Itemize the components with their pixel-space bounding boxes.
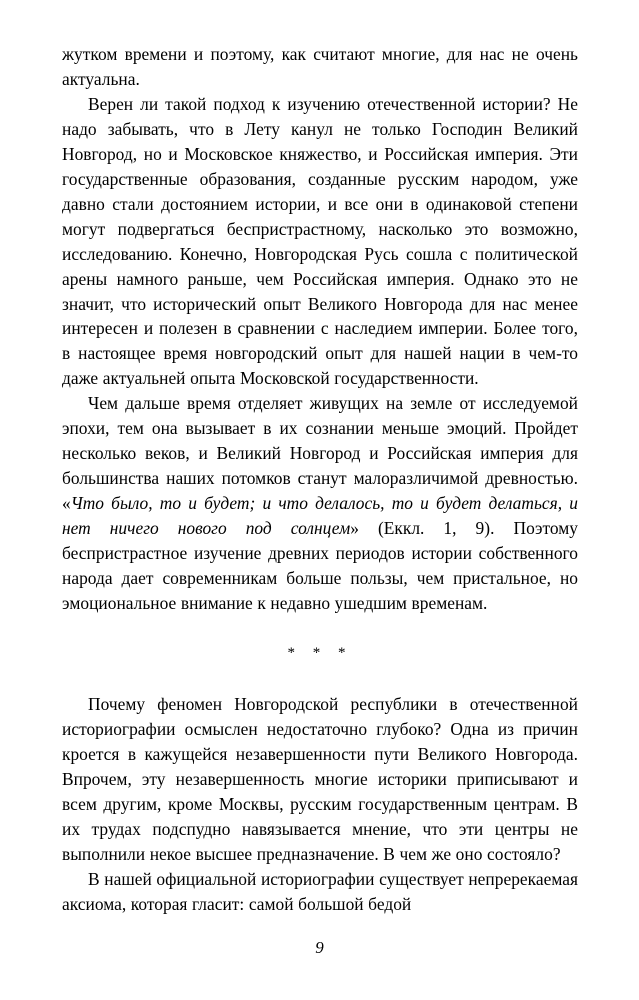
page-number: 9	[315, 938, 324, 957]
paragraph-5: В нашей официальной историографии существует непререкаемая аксиома, которая гласит: самой большой бедой	[62, 868, 578, 914]
paragraph-3-text-after-quote: » (Еккл. 1, 9). Поэтому беспристрастное изучение древних периодов истории собственного народа дает современникам больше пользы, чем пристальное, но эмоциональное внимание к недавно ушедшим временам.	[62, 518, 578, 613]
paragraph-3-text-before-quote: Чем дальше время отделяет живущих на земле от исследуемой эпохи, тем она вызывает в их сознании меньше эмоций. Пройдет несколько веков, и Великий Новгород и Российская империя для большинства наших потомков станут малоразличимой древностью. «	[62, 393, 578, 514]
page-text-block	[62, 42, 578, 917]
paragraph-1: жутком времени и поэтому, как считают многие, для нас не очень актуальна.	[62, 44, 578, 89]
paragraph-2: Верен ли такой подход к изучению отечественной истории? Не надо забывать, что в Лету канул не только Господин Великий Новгород, но и Московское княжество, и Российская империя. Эти государственные образования, созданные русским народом, уже давно стали достоянием истории, и все они в одинаковой степени могут подвергаться беспристрастному, насколько это возможно, исследованию. Конечно, Новгородская Русь сошла с политической арены намного раньше, чем Российская империя. Однако это не значит, что исторический опыт Великого Новгорода для нас менее интересен и полезен в сравнении с наследием империи. Более того, в настоящее время новгородский опыт для нашей нации в чем-то даже актуальней опыта Московской государственности.	[62, 93, 578, 389]
ecclesiastes-quote: Что было, то и будет; и что делалось, то и будет делаться, и нет ничего нового под солнцем	[62, 493, 578, 539]
paragraph-3	[62, 391, 578, 616]
separator-space-below	[62, 666, 578, 692]
separator-space-above	[62, 616, 578, 641]
paragraph-4: Почему феномен Новгородской республики в отечественной историографии осмыслен недостаточно глубоко? Одна из причин кроется в кажущейся незавершенности пути Великого Новгорода. Впрочем, эту незавершенность многие историки приписывают и всем другим, кроме Москвы, русским государственным центрам. В их трудах подспудно навязывается мнение, что эти центры не выполнили некое высшее предназначение. В чем же оно состояло?	[62, 693, 578, 864]
section-separator-asterisks: * * *	[287, 644, 353, 661]
